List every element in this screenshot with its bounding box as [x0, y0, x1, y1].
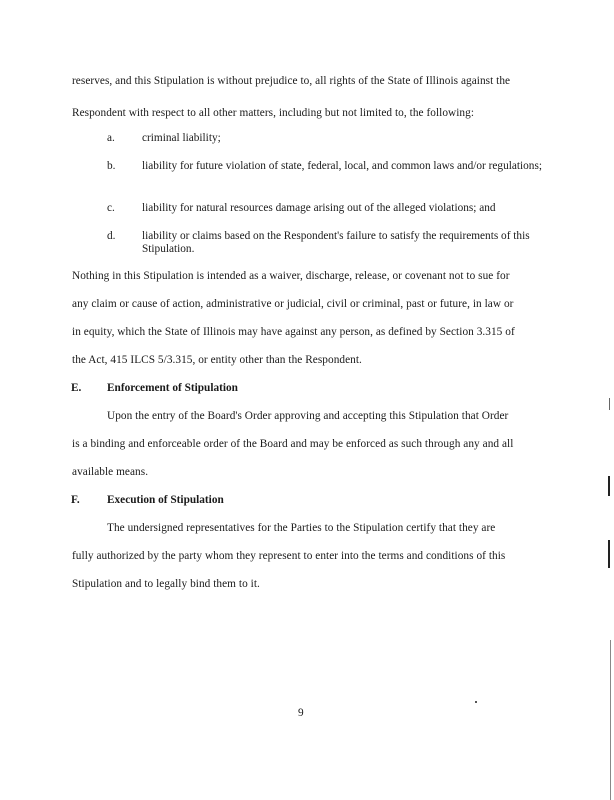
- paragraph-line: any claim or cause of action, administrative or judicial, civil or criminal, past or future, in law or: [72, 298, 514, 310]
- paragraph-line: Nothing in this Stipulation is intended as a waiver, discharge, release, or covenant not to sue for: [72, 270, 510, 282]
- list-item-text: liability for future violation of state, federal, local, and common laws and/or regulations;: [142, 160, 542, 172]
- paragraph-line: available means.: [72, 466, 149, 478]
- section-e-letter: E.: [71, 382, 82, 394]
- section-e-title: Enforcement of Stipulation: [107, 382, 238, 394]
- paragraph-line: The undersigned representatives for the Parties to the Stipulation certify that they are: [107, 522, 496, 534]
- list-item-text: liability or claims based on the Respondent's failure to satisfy the requirements of this Stipulation.: [142, 230, 530, 255]
- page-number: 9: [298, 707, 304, 719]
- list-item-text: liability for natural resources damage arising out of the alleged violations; and: [142, 202, 496, 214]
- list-item-text: criminal liability;: [142, 132, 221, 144]
- scan-artifact: [610, 640, 611, 800]
- section-f-letter: F.: [71, 494, 80, 506]
- list-item-letter: d.: [107, 230, 116, 242]
- paragraph-line: the Act, 415 ILCS 5/3.315, or entity other than the Respondent.: [72, 354, 362, 366]
- list-item-letter: c.: [107, 202, 115, 214]
- section-f-title: Execution of Stipulation: [107, 494, 224, 506]
- paragraph-line: in equity, which the State of Illinois may have against any person, as defined by Section 3.315 of: [72, 326, 515, 338]
- scan-artifact: [609, 398, 610, 410]
- paragraph-line: Upon the entry of the Board's Order approving and accepting this Stipulation that Order: [107, 410, 509, 422]
- scan-artifact: [608, 540, 610, 568]
- scan-artifact: [608, 476, 610, 496]
- paragraph-line: Stipulation and to legally bind them to it.: [72, 578, 260, 590]
- paragraph-line: fully authorized by the party whom they represent to enter into the terms and conditions of this: [72, 550, 506, 562]
- paragraph-line: reserves, and this Stipulation is without prejudice to, all rights of the State of Illinois against the: [72, 75, 511, 87]
- scan-artifact: [475, 701, 477, 703]
- paragraph-line: Respondent with respect to all other matters, including but not limited to, the following:: [72, 107, 475, 119]
- list-item-letter: a.: [107, 132, 115, 144]
- list-item-letter: b.: [107, 160, 116, 172]
- paragraph-line: is a binding and enforceable order of the Board and may be enforced as such through any and all: [72, 438, 514, 450]
